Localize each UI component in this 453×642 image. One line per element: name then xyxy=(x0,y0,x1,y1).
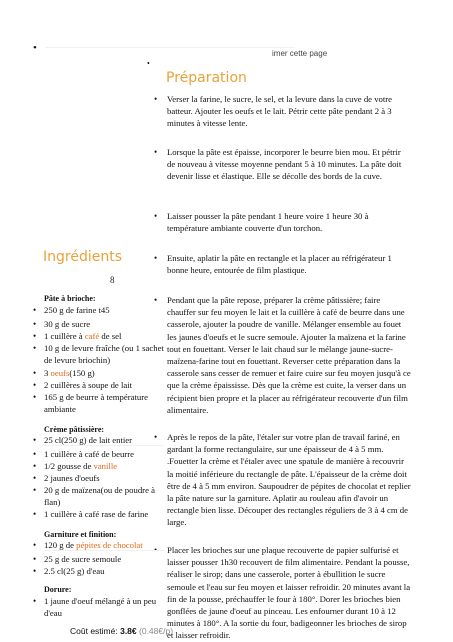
ingredient-bullet: • xyxy=(33,596,37,606)
preparation-step: Pendant que la pâte repose, préparer la crème pâtissière; faire chauffer sur feu moyen le lait et la cuillère à café de beurre dans une casserole, ajouter la poudre de vanille. Mélanger ensemble au fouet les jaunes d'oeufs et le sucre semoule. Ajouter la maïzena et la farine tout en fouettant. Verser le lait chaud sur le mélange jaune-sucre-maïzena-farine tout en fouettant. Reverser cette préparation dans la casserole sans cesser de remuer et faire cuire sur feu moyen jusqu'à ce que la crème épaississe. Dès que la crème est cuite, la verser dans un récipient bien propre et la placer au réfrigérateur recouverte d'un film alimentaire. xyxy=(167,295,411,415)
ingredient-item: 30 g de sucre xyxy=(44,319,91,329)
preparation-step: Ensuite, aplatir la pâte en rectangle et la placer au réfrigérateur 1 bonne heure, entourée de film plastique. xyxy=(167,253,392,276)
ingredient-bullet: • xyxy=(33,331,37,341)
ingredient-bullet: • xyxy=(33,473,37,483)
ingredient-item: 20 g de maïzena(ou de poudre à flan) xyxy=(44,485,155,507)
ingredient-bullet: • xyxy=(33,461,37,471)
servings-count: 8 xyxy=(110,275,115,285)
ingredient-item: 165 g de beurre à température ambiante xyxy=(44,392,148,414)
stray-bullet: • xyxy=(147,59,150,68)
step-bullet: • xyxy=(154,211,158,221)
ingredient-section-title: Garniture et finition: xyxy=(44,530,117,539)
ingredient-item: 1 jaune d'oeuf mélangé à un peu d'eau xyxy=(44,596,157,618)
ingredient-bullet: • xyxy=(33,380,37,390)
ingredient-link[interactable]: café xyxy=(84,331,100,341)
top-divider xyxy=(45,47,295,48)
ingredient-item: 2.5 cl(25 g) d'eau xyxy=(44,566,105,576)
row-divider xyxy=(44,550,164,551)
ingredient-item: 1 cuillère à café de sel xyxy=(44,331,122,341)
ingredient-bullet: • xyxy=(33,449,37,459)
ingredient-bullet: • xyxy=(33,305,37,315)
ingredient-section-title: Pâte à brioche: xyxy=(44,294,96,303)
preparation-step: Placer les brioches sur une plaque recouverte de papier sulfurisé et laisser pousser 1h30 recouvert de film alimentaire. Pendant la pousse, réaliser le sirop; dans une casserole, porter à ébullition le sucre semoule et l'eau sur feu moyen et laisser refroidir. 20 minutes avant la fin de la pousse, préchauffer le four à 180°. Dorer les brioches bien gonflées de jaune d'oeuf au pinceau. Les enfourner durant 10 à 12 minutes à 180°. A la sortie du four, badigeonner les brioches de sirop et laisser refroidir. xyxy=(167,545,411,641)
preparation-step: Lorsque la pâte est épaisse, incorporer le beurre bien mou. Et pétrir de nouveau à vitesse moyenne pendant 5 à 10 minutes. La pâte doit devenir lisse et élastique. Elle se décolle des bords de la cuve. xyxy=(167,147,402,182)
ingredient-item: 250 g de farine t45 xyxy=(44,305,110,315)
ingredient-item: 25 g de sucre semoule xyxy=(44,554,122,564)
print-page-link[interactable]: imer cette page xyxy=(272,49,328,58)
ingredient-bullet: • xyxy=(33,554,37,564)
step-bullet: • xyxy=(154,253,158,263)
step-bullet: • xyxy=(154,432,158,442)
ingredient-item: 120 g de pépites de chocolat xyxy=(44,540,143,550)
ingredient-link[interactable]: pépites de chocolat xyxy=(76,540,143,550)
preparation-step: Verser la farine, le sucre, le sel, et la levure dans la cuve de votre batteur. Ajouter les oeufs et le lait. Pétrir cette pâte pendant 2 à 3 minutes à vitesse lente. xyxy=(167,94,393,129)
ingredient-item: 1 cuillère à café de beurre xyxy=(44,449,134,459)
stray-bullet: • xyxy=(33,42,37,54)
preparation-step: Laisser pousser la pâte pendant 1 heure voire 1 heure 30 à température ambiante couverte d'un torchon. xyxy=(167,211,369,234)
preparation-step: Après le repos de la pâte, l'étaler sur votre plan de travail fariné, en gardant la forme rectangulaire, sur une épaisseur de 4 à 5 mm. .Fouetter la crème et l'étaler avec une spatule de manière à recouvrir la moitié inférieure du rectangle de pâte. L'épaisseur de la crème doit être de 4 à 5 mm environ. Saupoudrer de pépites de chocolat et replier la pâte nature sur la garniture. Aplatir au rouleau afin d'avoir un rectangle bien lisse. Découper des rectangles réguliers de 3 à 4 cm de large. xyxy=(167,432,411,528)
row-divider xyxy=(44,445,164,446)
step-bullet: • xyxy=(154,295,158,305)
ingredient-item: 2 jaunes d'oeufs xyxy=(44,473,100,483)
ingredient-bullet: • xyxy=(33,392,37,402)
ingredient-bullet: • xyxy=(33,343,37,353)
ingredient-bullet: • xyxy=(33,435,37,445)
ingredient-bullet: • xyxy=(33,319,37,329)
ingredient-item: 1 cuillère à café rase de farine xyxy=(44,509,149,519)
preparation-heading: Préparation xyxy=(166,70,247,86)
ingredient-link[interactable]: vanille xyxy=(93,461,118,471)
cost-per-person: (0.48€/p) xyxy=(139,626,174,636)
ingredient-item: 10 g de levure fraîche (ou 1 sachet de levure briochin) xyxy=(44,343,164,365)
estimated-cost xyxy=(70,626,173,636)
ingredient-bullet: • xyxy=(33,509,37,519)
ingredient-item: 2 cuillères à soupe de lait xyxy=(44,380,133,390)
ingredient-item: 25 cl(250 g) de lait entier xyxy=(44,435,133,445)
ingredient-bullet: • xyxy=(33,566,37,576)
ingredient-bullet: • xyxy=(33,368,37,378)
ingredient-section-title: Crème pâtissière: xyxy=(44,425,105,434)
step-bullet: • xyxy=(154,94,158,104)
ingredient-link[interactable]: oeufs xyxy=(50,368,70,378)
ingredient-item: 3 oeufs(150 g) xyxy=(44,368,95,378)
cost-label: Coût estimé: xyxy=(70,626,118,636)
ingredient-item: 1/2 gousse de vanille xyxy=(44,461,118,471)
ingredient-bullet: • xyxy=(33,540,37,550)
ingredient-bullet: • xyxy=(33,485,37,495)
cost-value: 3.8€ xyxy=(120,626,137,636)
ingredient-section-title: Dorure: xyxy=(44,585,72,594)
ingredients-heading: Ingrédients xyxy=(43,249,122,265)
step-bullet: • xyxy=(154,147,158,157)
